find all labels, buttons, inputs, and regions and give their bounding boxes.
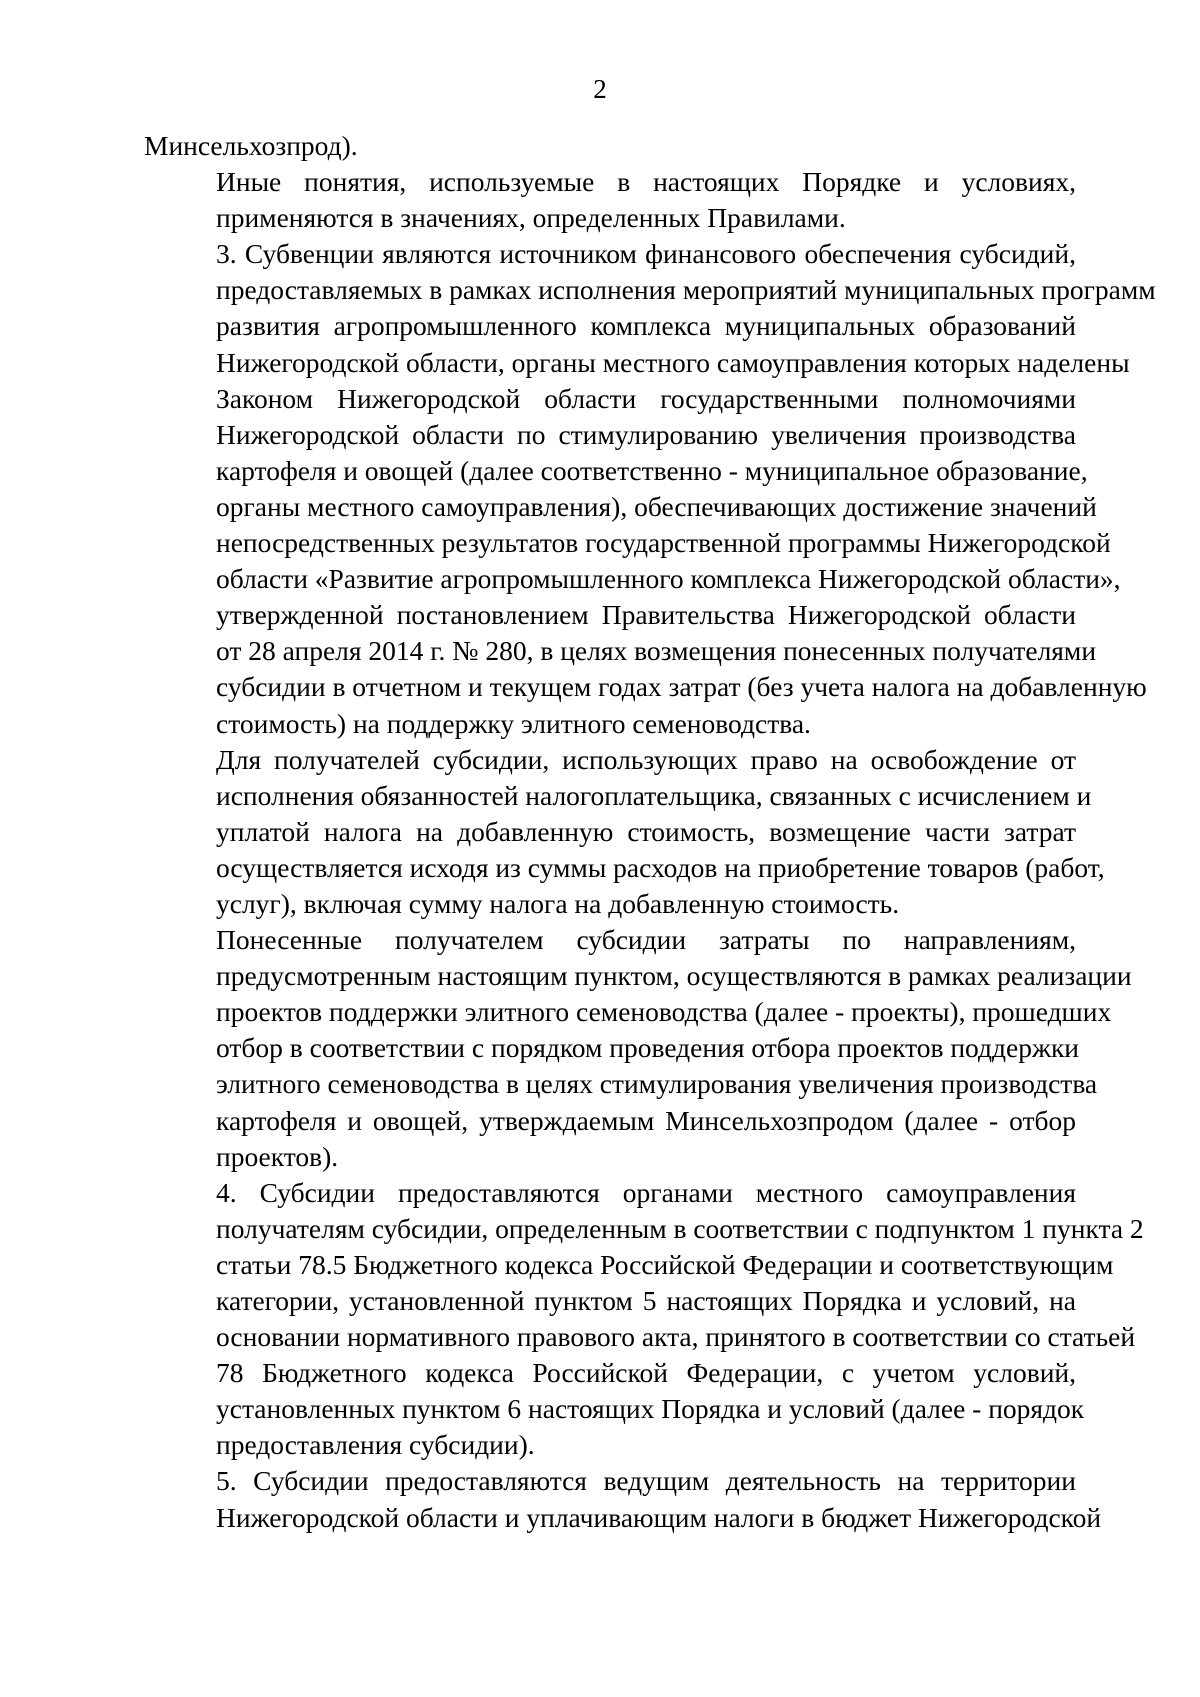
text-line: осуществляется исходя из суммы расходов на приобретение товаров (работ,	[216, 851, 1105, 883]
text-line: Для получателей субсидии, использующих право на освобождение от	[216, 743, 1076, 775]
paragraph	[144, 922, 1132, 1175]
text-line: 5. Субсидии предоставляются ведущим деятельность на территории	[216, 1465, 1076, 1497]
text-line: Минсельхозпрод).	[144, 130, 358, 161]
paragraph	[144, 128, 1076, 164]
text-line: Понесенные получателем субсидии затраты по направлениям,	[216, 924, 1076, 956]
paragraph	[144, 164, 1076, 236]
paragraph	[144, 742, 1105, 922]
text-line: 4. Субсидии предоставляются органами местного самоуправления	[216, 1176, 1076, 1208]
paragraph	[144, 1463, 1102, 1535]
text-line: 78 Бюджетного кодекса Российской Федерации, с учетом условий,	[216, 1357, 1076, 1389]
text-line: основании нормативного правового акта, принятого в соответствии со статьей	[216, 1321, 1136, 1353]
text-line: исполнения обязанностей налогоплательщика, связанных с исчислением и	[216, 779, 1092, 811]
text-line: Нижегородской области по стимулированию увеличения производства	[216, 418, 1076, 450]
text-line: Нижегородской области и уплачивающим налоги в бюджет Нижегородской	[216, 1501, 1102, 1533]
text-line: непосредственных результатов государственной программы Нижегородской	[216, 527, 1111, 559]
text-line: 3. Субвенции являются источником финансового обеспечения субсидий,	[216, 238, 1076, 270]
text-line: картофеля и овощей (далее соответственно - муниципальное образование,	[216, 454, 1088, 486]
text-line: стоимость) на поддержку элитного семеноводства.	[216, 707, 811, 739]
text-line: элитного семеноводства в целях стимулирования увеличения производства	[216, 1068, 1098, 1100]
text-line: Иные понятия, используемые в настоящих Порядке и условиях,	[216, 166, 1076, 198]
text-line: статьи 78.5 Бюджетного кодекса Российской Федерации и соответствующим	[216, 1248, 1114, 1280]
text-line: утвержденной постановлением Правительства Нижегородской области	[216, 599, 1076, 631]
text-line: от 28 апреля 2014 г. № 280, в целях возмещения понесенных получателями	[216, 635, 1097, 667]
text-line: Нижегородской области, органы местного самоуправления которых наделены	[216, 346, 1130, 378]
text-line: установленных пунктом 6 настоящих Порядка и условий (далее - порядок	[216, 1393, 1085, 1425]
text-line: отбор в соответствии с порядком проведения отбора проектов поддержки	[216, 1032, 1080, 1064]
text-line: применяются в значениях, определенных Правилами.	[216, 202, 846, 234]
document-body	[144, 128, 1156, 1536]
text-line: уплатой налога на добавленную стоимость, возмещение части затрат	[216, 815, 1076, 847]
text-line: проектов поддержки элитного семеноводства (далее - проекты), прошедших	[216, 996, 1112, 1028]
text-line: проектов).	[216, 1140, 339, 1172]
text-line: предусмотренным настоящим пунктом, осуществляются в рамках реализации	[216, 960, 1132, 992]
text-line: субсидии в отчетном и текущем годах затрат (без учета налога на добавленную	[216, 671, 1147, 703]
text-line: получателям субсидии, определенным в соответствии с подпунктом 1 пункта 2	[216, 1212, 1144, 1244]
text-line: области «Развитие агропромышленного комплекса Нижегородской области»,	[216, 563, 1121, 595]
text-line: предоставляемых в рамках исполнения мероприятий муниципальных программ	[216, 274, 1156, 306]
paragraph	[144, 1175, 1144, 1464]
text-line: органы местного самоуправления), обеспечивающих достижение значений	[216, 490, 1097, 522]
text-line: категории, установленной пунктом 5 настоящих Порядка и условий, на	[216, 1285, 1076, 1316]
paragraph	[144, 236, 1156, 741]
text-line: развития агропромышленного комплекса муниципальных образований	[216, 310, 1076, 342]
text-line: Законом Нижегородской области государственными полномочиями	[216, 382, 1076, 414]
text-line: предоставления субсидии).	[216, 1429, 535, 1461]
text-line: услуг), включая сумму налога на добавленную стоимость.	[216, 887, 900, 919]
page-number: 2	[593, 74, 607, 104]
text-line: картофеля и овощей, утверждаемым Минсельхозпродом (далее - отбор	[216, 1104, 1076, 1136]
